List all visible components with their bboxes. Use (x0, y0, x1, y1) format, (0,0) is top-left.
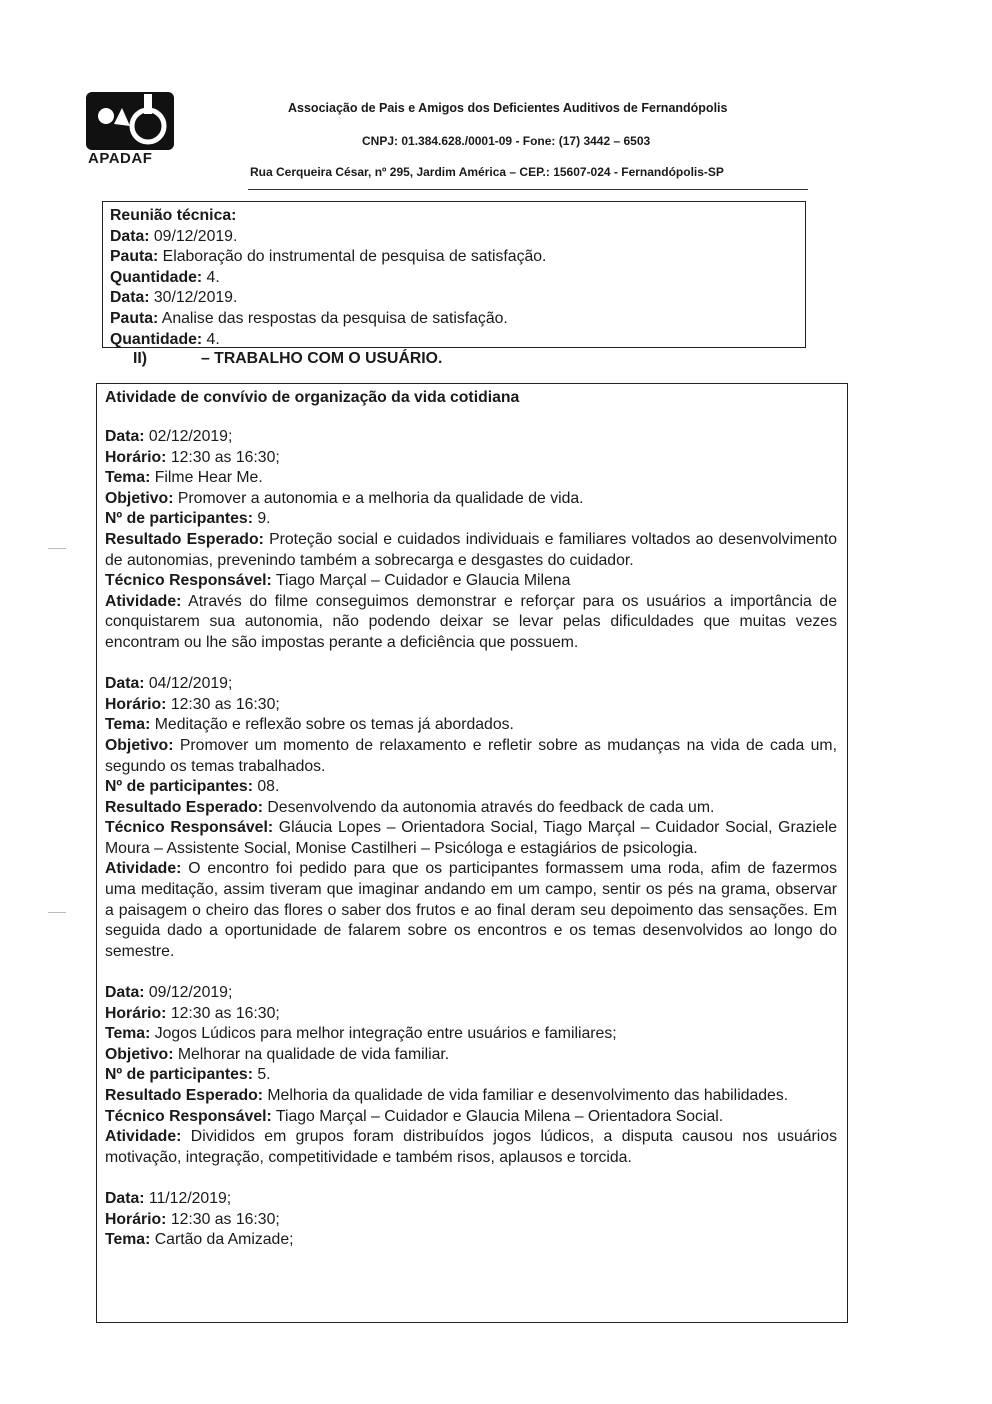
field-label: Quantidade: (110, 268, 203, 286)
text-line (105, 427, 837, 448)
field-label: Horário: (105, 1210, 167, 1228)
text-line (105, 1086, 837, 1107)
field-label: Data: (105, 984, 145, 1002)
activity-entry (105, 1189, 837, 1251)
field-value: 08. (252, 778, 280, 796)
field-label: Data: (105, 1189, 145, 1207)
field-value: 12:30 as 16:30; (166, 448, 280, 466)
activity-entry (105, 674, 837, 962)
field-label: Horário: (105, 695, 167, 713)
text-line (105, 983, 837, 1004)
section-title: – TRABALHO COM O USUÁRIO. (201, 350, 443, 367)
field-label: Horário: (105, 1004, 167, 1022)
text-line (105, 777, 837, 798)
text-line (105, 798, 837, 819)
field-label: Tema: (105, 469, 151, 487)
field-value: Através do filme conseguimos demonstrar e reforçar para os usuários a importância de conquistarem sua autonomia, não podendo deixar se levar pelas dificuldades que muitas vezes encontram ou lhe são impostas perante a deficiência que possuem. (105, 592, 837, 651)
field-value: 5. (252, 1066, 271, 1084)
text-line (105, 489, 837, 510)
field-label: Quantidade: (110, 330, 203, 348)
reuniao-entry (110, 309, 805, 330)
section-number: II) (133, 350, 148, 367)
text-line (105, 715, 837, 736)
field-label: Reunião técnica: (110, 207, 237, 224)
reuniao-entry (110, 330, 805, 351)
header-divider (248, 189, 808, 190)
field-value: Jogos Lúdicos para melhor integração entre usuários e familiares; (150, 1025, 617, 1043)
field-label: Pauta: (110, 248, 159, 266)
text-line (105, 1210, 837, 1231)
field-value: Promover a autonomia e a melhoria da qualidade de vida. (173, 489, 584, 507)
text-line (105, 1024, 837, 1045)
cnpj-line: CNPJ: 01.384.628./0001-09 - Fone: (17) 3442 – 6503 (362, 134, 651, 148)
field-value: Melhoria da qualidade de vida familiar e desenvolvimento das habilidades. (263, 1087, 789, 1104)
field-label: Nº de participantes: (105, 778, 253, 796)
org-name: Associação de Pais e Amigos dos Deficientes Auditivos de Fernandópolis (288, 101, 728, 115)
text-line (105, 571, 837, 592)
text-line (105, 1004, 837, 1025)
field-label: Resultado Esperado: (105, 798, 263, 816)
field-label: Tema: (105, 1025, 151, 1043)
field-value: Divididos em grupos foram distribuídos jogos lúdicos, a disputa causou nos usuários motivação, integração, competitividade e também risos, aplausos e torcida. (105, 1128, 837, 1166)
field-label: Data: (110, 227, 150, 245)
field-label: Técnico Responsável: (105, 572, 272, 590)
text-line (105, 1045, 837, 1066)
field-value: 04/12/2019; (144, 675, 233, 693)
field-label: Data: (105, 675, 145, 693)
field-label: Pauta: (110, 309, 159, 327)
apadaf-logo-icon (84, 90, 176, 152)
field-label: Resultado Esperado: (105, 530, 264, 548)
text-line (105, 1065, 837, 1086)
reuniao-entry (110, 227, 805, 248)
field-label: Data: (110, 289, 150, 307)
text-line (105, 859, 837, 962)
field-value: Desenvolvendo da autonomia através do feedback de cada um. (263, 798, 715, 816)
field-value: Analise das respostas da pesquisa de satisfação. (158, 309, 508, 327)
field-value: 30/12/2019. (149, 289, 238, 307)
field-value: Tiago Marçal – Cuidador e Glaucia Milena (271, 572, 571, 590)
field-label: Data: (105, 428, 145, 445)
field-label: Atividade: (105, 1128, 182, 1146)
text-line (105, 674, 837, 695)
field-value: O encontro foi pedido para que os participantes formassem uma roda, afim de fazermos uma meditação, assim tiveram que imaginar andando em um campo, sentir os pés na grama, observar a paisagem o cheiro das flores o saber dos frutos e ao final deram seu depoimento das sensações. Em seguida dado a oportunidade de falarem sobre os encontros e os temas desenvolvidos ao longo do semestre. (105, 860, 837, 960)
text-line (105, 592, 837, 654)
field-value: Proteção social e cuidados individuais e familiares voltados ao desenvolvimento de autonomias, prevenindo também a sobrecarga e desgastes do cuidador. (105, 530, 837, 569)
field-label: Objetivo: (105, 736, 174, 754)
field-value: 4. (202, 268, 220, 286)
field-value: 12:30 as 16:30; (166, 695, 280, 713)
reuniao-tecnica-box (102, 201, 806, 348)
field-value: 09/12/2019; (144, 984, 233, 1002)
text-line (105, 695, 837, 716)
field-value: Cartão da Amizade; (150, 1231, 294, 1249)
text-line (105, 1189, 837, 1210)
text-line (105, 1230, 837, 1251)
atividades-box (96, 383, 848, 1323)
margin-mark (48, 548, 66, 549)
text-line (105, 818, 837, 859)
field-value: 12:30 as 16:30; (166, 1210, 280, 1228)
field-value: Tiago Marçal – Cuidador e Glaucia Milena – Orientadora Social. (271, 1107, 724, 1125)
field-label: Técnico Responsável: (105, 819, 274, 837)
field-value: 9. (252, 510, 271, 528)
reuniao-entry (110, 268, 805, 289)
activity-entry (105, 427, 837, 654)
field-value: Filme Hear Me. (150, 469, 263, 487)
field-label: Técnico Responsável: (105, 1107, 272, 1125)
field-label: Objetivo: (105, 1045, 174, 1063)
reuniao-title (110, 206, 805, 227)
field-value: 11/12/2019; (144, 1189, 232, 1207)
field-label: Nº de participantes: (105, 1066, 253, 1084)
field-label: Tema: (105, 716, 151, 734)
logo-text: APADAF (88, 150, 153, 167)
field-value: 4. (202, 330, 220, 348)
reuniao-entry (110, 288, 805, 309)
field-value: 12:30 as 16:30; (166, 1004, 280, 1022)
field-label: Resultado Esperado: (105, 1087, 263, 1104)
atividades-title: Atividade de convívio de organização da vida cotidiana (105, 389, 520, 406)
text-line (105, 448, 837, 469)
field-value: Melhorar na qualidade de vida familiar. (173, 1045, 450, 1063)
section-heading (133, 350, 442, 368)
field-value: Elaboração do instrumental de pesquisa de satisfação. (158, 248, 547, 266)
field-label: Atividade: (105, 860, 182, 878)
text-line (105, 509, 837, 530)
text-line (105, 468, 837, 489)
text-line (105, 1127, 837, 1168)
text-line (105, 1107, 837, 1128)
field-label: Objetivo: (105, 489, 174, 507)
field-label: Horário: (105, 448, 167, 466)
text-line (105, 530, 837, 571)
field-value: 02/12/2019; (144, 428, 233, 445)
text-line (105, 736, 837, 777)
address-line: Rua Cerqueira César, nº 295, Jardim América – CEP.: 15607-024 - Fernandópolis-SP (250, 165, 724, 179)
field-label: Tema: (105, 1231, 151, 1249)
field-label: Atividade: (105, 592, 182, 610)
activity-entry (105, 983, 837, 1168)
reuniao-entry (110, 247, 805, 268)
field-value: 09/12/2019. (149, 227, 238, 245)
field-value: Meditação e reflexão sobre os temas já abordados. (150, 716, 514, 734)
field-value: Gláucia Lopes – Orientadora Social, Tiago Marçal – Cuidador Social, Graziele Moura – Assistente Social, Monise Castilheri – Psicóloga e estagiários de psicologia. (105, 819, 837, 857)
field-value: Promover um momento de relaxamento e refletir sobre as mudanças na vida de cada um, segundo os temas trabalhados. (105, 736, 837, 775)
field-label: Nº de participantes: (105, 510, 253, 528)
margin-mark (48, 912, 66, 913)
